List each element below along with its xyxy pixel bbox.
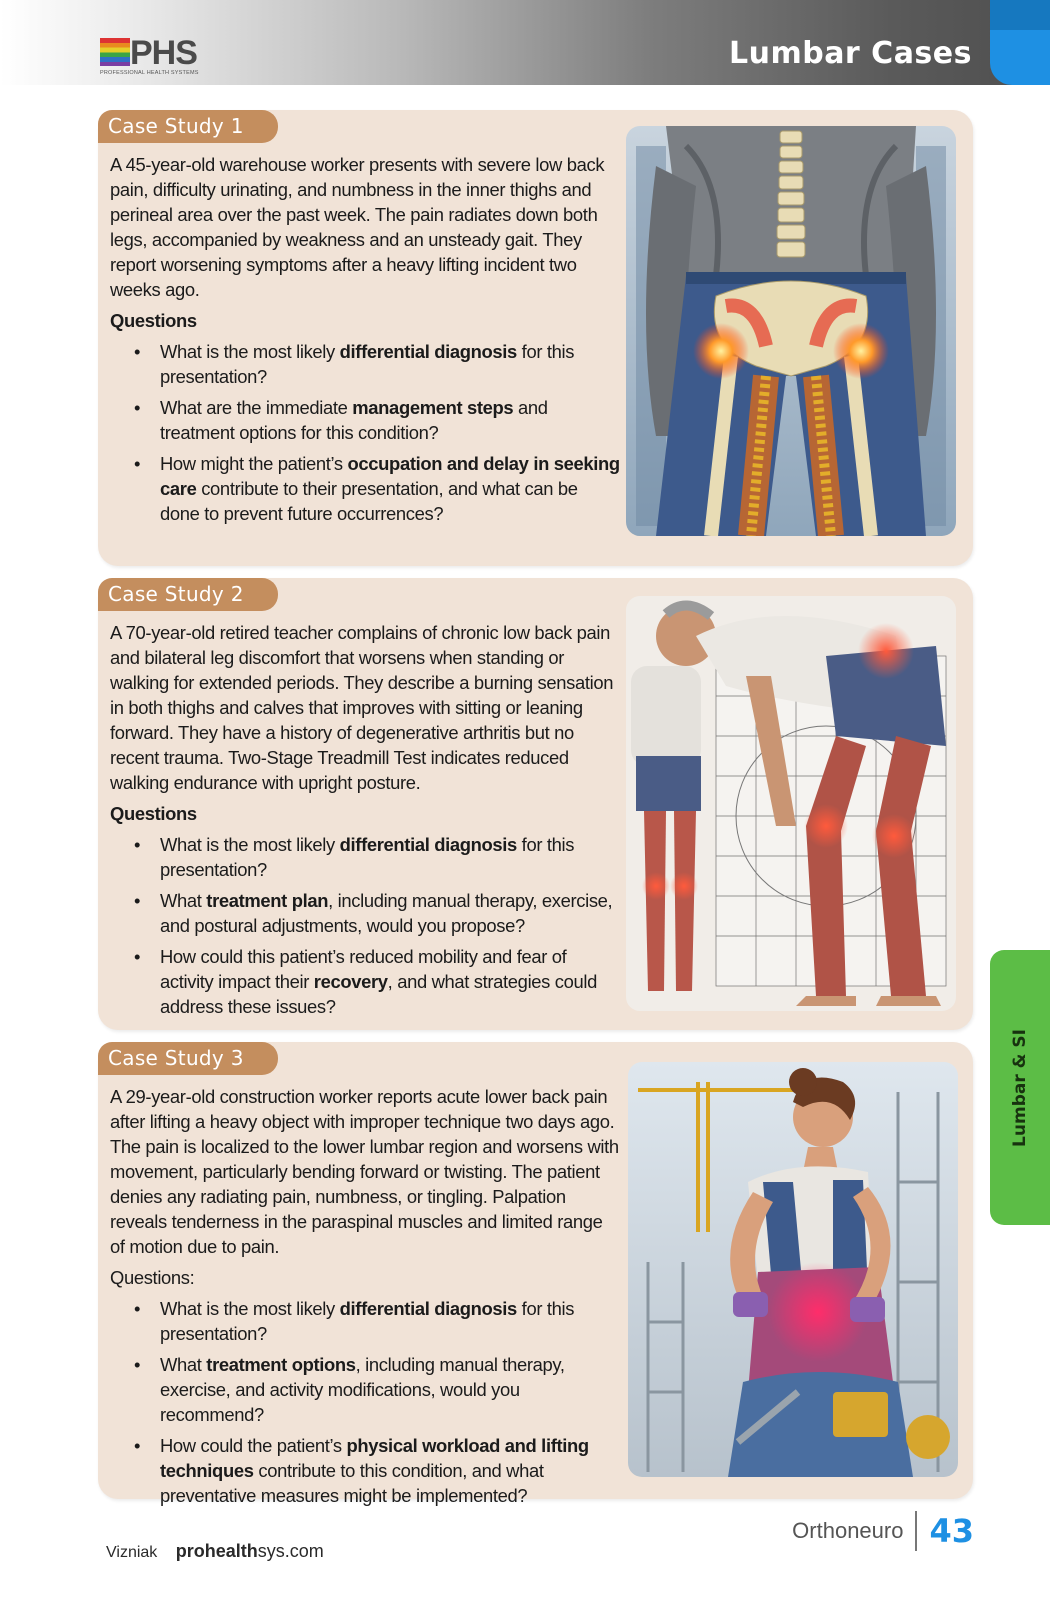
footer-page-info [792,1508,974,1554]
phs-logo [100,36,200,80]
question-item: • What are the immediate management steps and treatment options for this condition? [160,395,620,445]
side-tab-label: Lumbar & SI [1010,1028,1030,1147]
footer-book-title: Orthoneuro [792,1518,904,1543]
question-item: • What is the most likely differential diagnosis for this presentation? [160,1296,620,1346]
question-list [110,1296,620,1508]
question-item: • How could the patient’s physical workload and lifting techniques contribute to this condition, and what preventative measures might be implemented? [160,1433,620,1508]
case-study-body [110,152,620,532]
question-list [110,832,620,1019]
questions-label: Questions [110,803,197,824]
question-item: • What is the most likely differential diagnosis for this presentation? [160,832,620,882]
question-item: • What treatment plan, including manual therapy, exercise, and postural adjustments, would you propose? [160,888,620,938]
section-side-tab[interactable] [990,950,1050,1225]
case-description: A 70-year-old retired teacher complains of chronic low back pain and bilateral leg discomfort that worsens when standing or walking for extended periods. They describe a burning sensation in both thighs and calves that improves with sitting or leaning forward. They have a history of degenerative arthritis but no recent trauma. Two-Stage Treadmill Test indicates reduced walking endurance with upright posture. [110,622,614,793]
header-blue-tab-top [990,0,1050,30]
footer-divider [915,1511,917,1551]
case-study-tag: Case Study 1 [98,110,278,143]
case-study-body [110,1084,620,1514]
elderly-patient-bending-illustration [626,596,956,1011]
questions-label: Questions [110,310,197,331]
page-title: Lumbar Cases [728,36,972,71]
questions-label: Questions: [110,1267,195,1288]
question-item: • How could this patient’s reduced mobility and fear of activity impact their recovery, and what strategies could address these issues? [160,944,620,1019]
footer-website[interactable]: prohealthsys.com [175,1541,324,1561]
case-study-tag: Case Study 2 [98,578,278,611]
lumbar-spine-pelvis-illustration [626,126,956,536]
page-number: 43 [929,1512,974,1550]
case-study-card-1 [98,110,973,566]
case-study-card-3 [98,1042,973,1506]
question-item: • How might the patient’s occupation and delay in seeking care contribute to their presentation, and what can be done to prevent future occurrences? [160,451,620,526]
question-item: • What is the most likely differential diagnosis for this presentation? [160,339,620,389]
construction-worker-back-pain-illustration [628,1062,958,1477]
question-item: • What treatment options, including manual therapy, exercise, and activity modifications, would you recommend? [160,1352,620,1427]
case-description: A 45-year-old warehouse worker presents with severe low back pain, difficulty urinating, and numbness in the inner thighs and perineal area over the past week. The pain radiates down both legs, accompanied by weakness and an unsteady gait. They report worsening symptoms after a heavy lifting incident two weeks ago. [110,154,605,300]
footer-author: Vizniak [106,1544,158,1561]
case-study-tag: Case Study 3 [98,1042,278,1075]
case-study-body [110,620,620,1025]
logo-subtitle: PROFESSIONAL HEALTH SYSTEMS [100,70,199,76]
footer-credit [106,1541,324,1562]
case-description: A 29-year-old construction worker reports acute lower back pain after lifting a heavy object with improper technique two days ago. The pain is localized to the lower lumbar region and worsens with movement, particularly bending forward or twisting. The patient denies any radiating pain, numbness, or tingling. Palpation reveals tenderness in the paraspinal muscles and limited range of motion due to pain. [110,1086,619,1257]
rainbow-flag-icon [100,38,130,66]
logo-text: PHS [130,34,197,72]
question-list [110,339,620,526]
case-study-card-2 [98,578,973,1030]
